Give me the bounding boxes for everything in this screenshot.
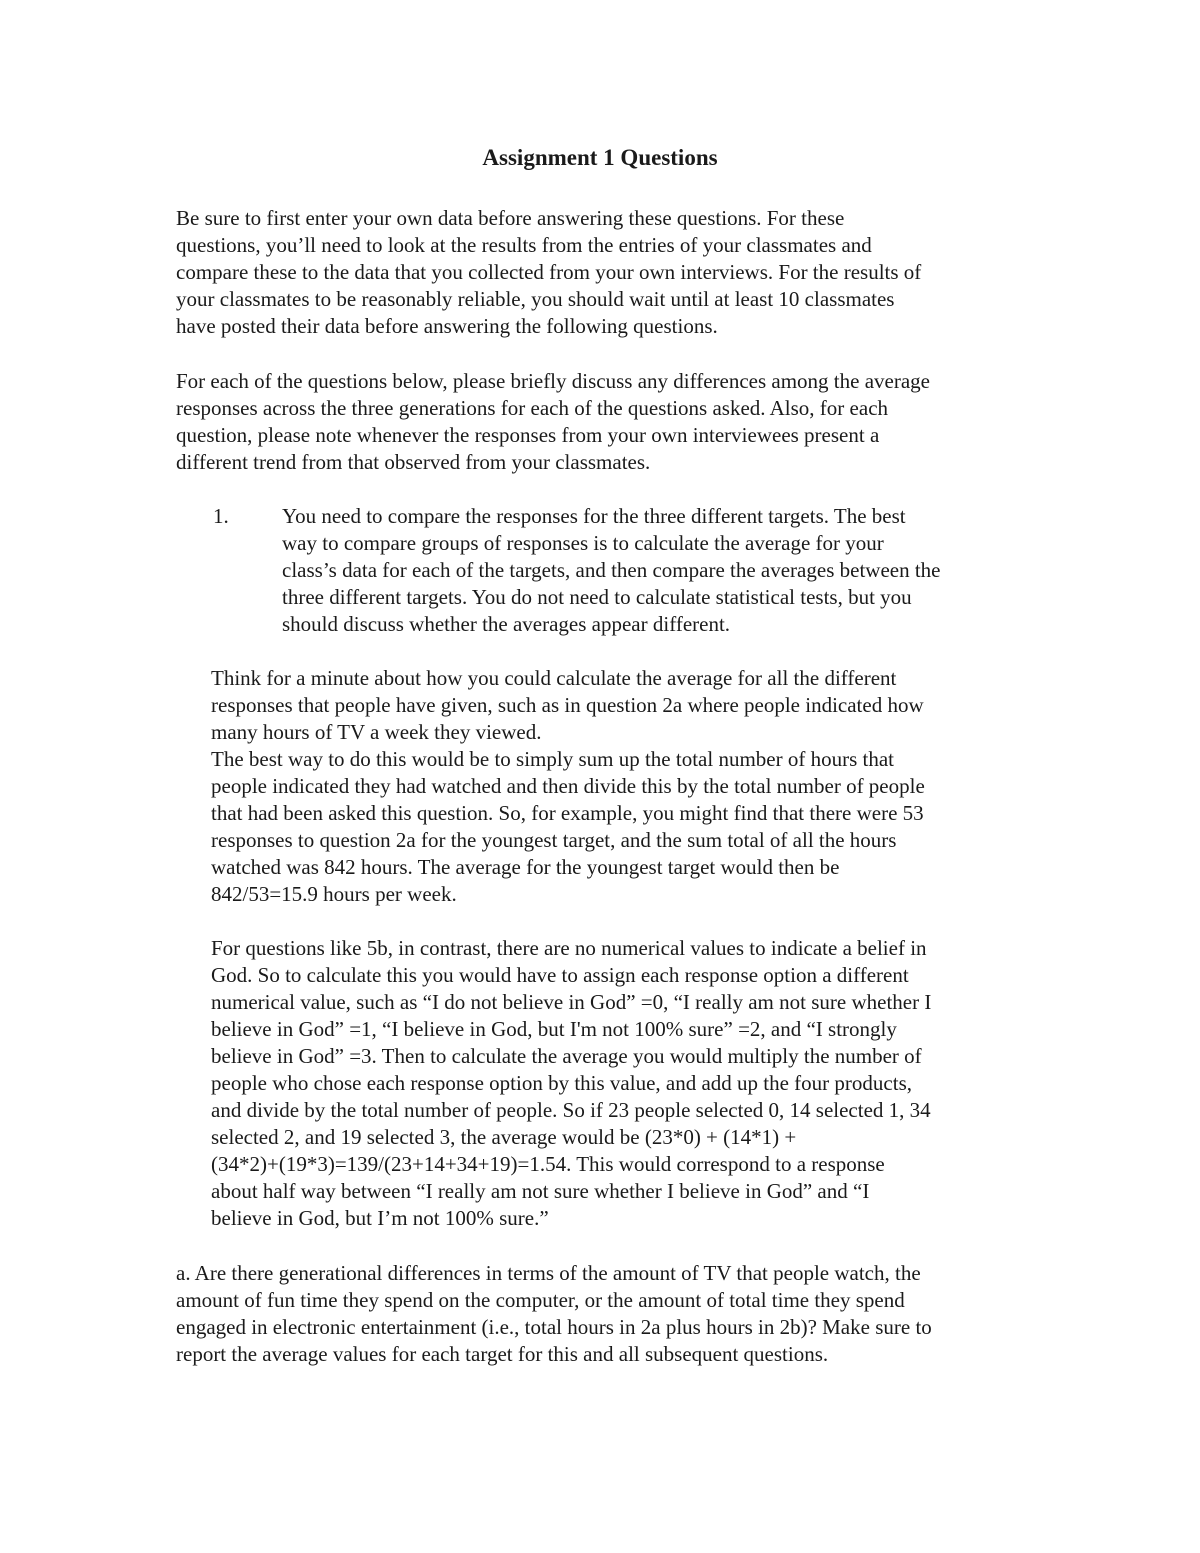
best-way-paragraph: The best way to do this would be to simply sum up the total number of hours that people indicated they had watched and then divide this by the total number of people that had been asked this question. So, for example, you might find that there were 53 responses to question 2a for the youngest target, and the sum total of all the hours watched was 842 hours. The average for the youngest target would then be 842/53=15.9 hours per week. [211,747,925,906]
think-paragraph: Think for a minute about how you could calculate the average for all the different responses that people have given, such as in question 2a where people indicated how many hours of TV a week they viewed. [211,666,924,744]
question-5b-paragraph: For questions like 5b, in contrast, there are no numerical values to indicate a belief in God. So to calculate this you would have to assign each response option a different numerical value, such as “I do not believe in God” =0, “I really am not sure whether I believe in God” =1, “I believe in God, but I'm not 100% sure” =2, and “I strongly believe in God” =3. Then to calculate the average you would multiply the number of people who chose each response option by this value, and add up the four products, and divide by the total number of people. So if 23 people selected 0, 14 selected 1, 34 selected 2, and 19 selected 3, the average would be (23*0) + (14*1) + (34*2)+(19*3)=139/(23+14+34+19)=1.54. This would correspond to a response about half way between “I really am not sure whether I believe in God” and “I believe in God, but I’m not 100% sure.” [211,936,932,1230]
question-a-paragraph: a. Are there generational differences in terms of the amount of TV that people watch, the amount of fun time they spend on the computer, or the amount of total time they spend engaged in electronic entertainment (i.e., total hours in 2a plus hours in 2b)? Make sure to report the average values for each target for this and all subsequent questions. [176,1261,932,1366]
intro-paragraph: Be sure to first enter your own data before answering these questions. For these questions, you’ll need to look at the results from the entries of your classmates and compare these to the data that you collected from your own interviews. For the results of your classmates to be reasonably reliable, you should wait until at least 10 classmates have posted their data before answering the following questions. [176,206,922,338]
list-item-text: You need to compare the responses for the three different targets. The best way to compare groups of responses is to calculate the average for your class’s data for each of the targets, and then compare the averages between the three different targets. You do not need to calculate statistical tests, but you should discuss whether the averages appear different. [282,504,941,636]
list-item-number: 1. [213,504,229,528]
instructions-paragraph: For each of the questions below, please briefly discuss any differences among the average responses across the three generations for each of the questions asked. Also, for each question, please note whenever the responses from your own interviewees present a different trend from that observed from your classmates. [176,369,930,474]
page-title: Assignment 1 Questions [482,145,718,170]
